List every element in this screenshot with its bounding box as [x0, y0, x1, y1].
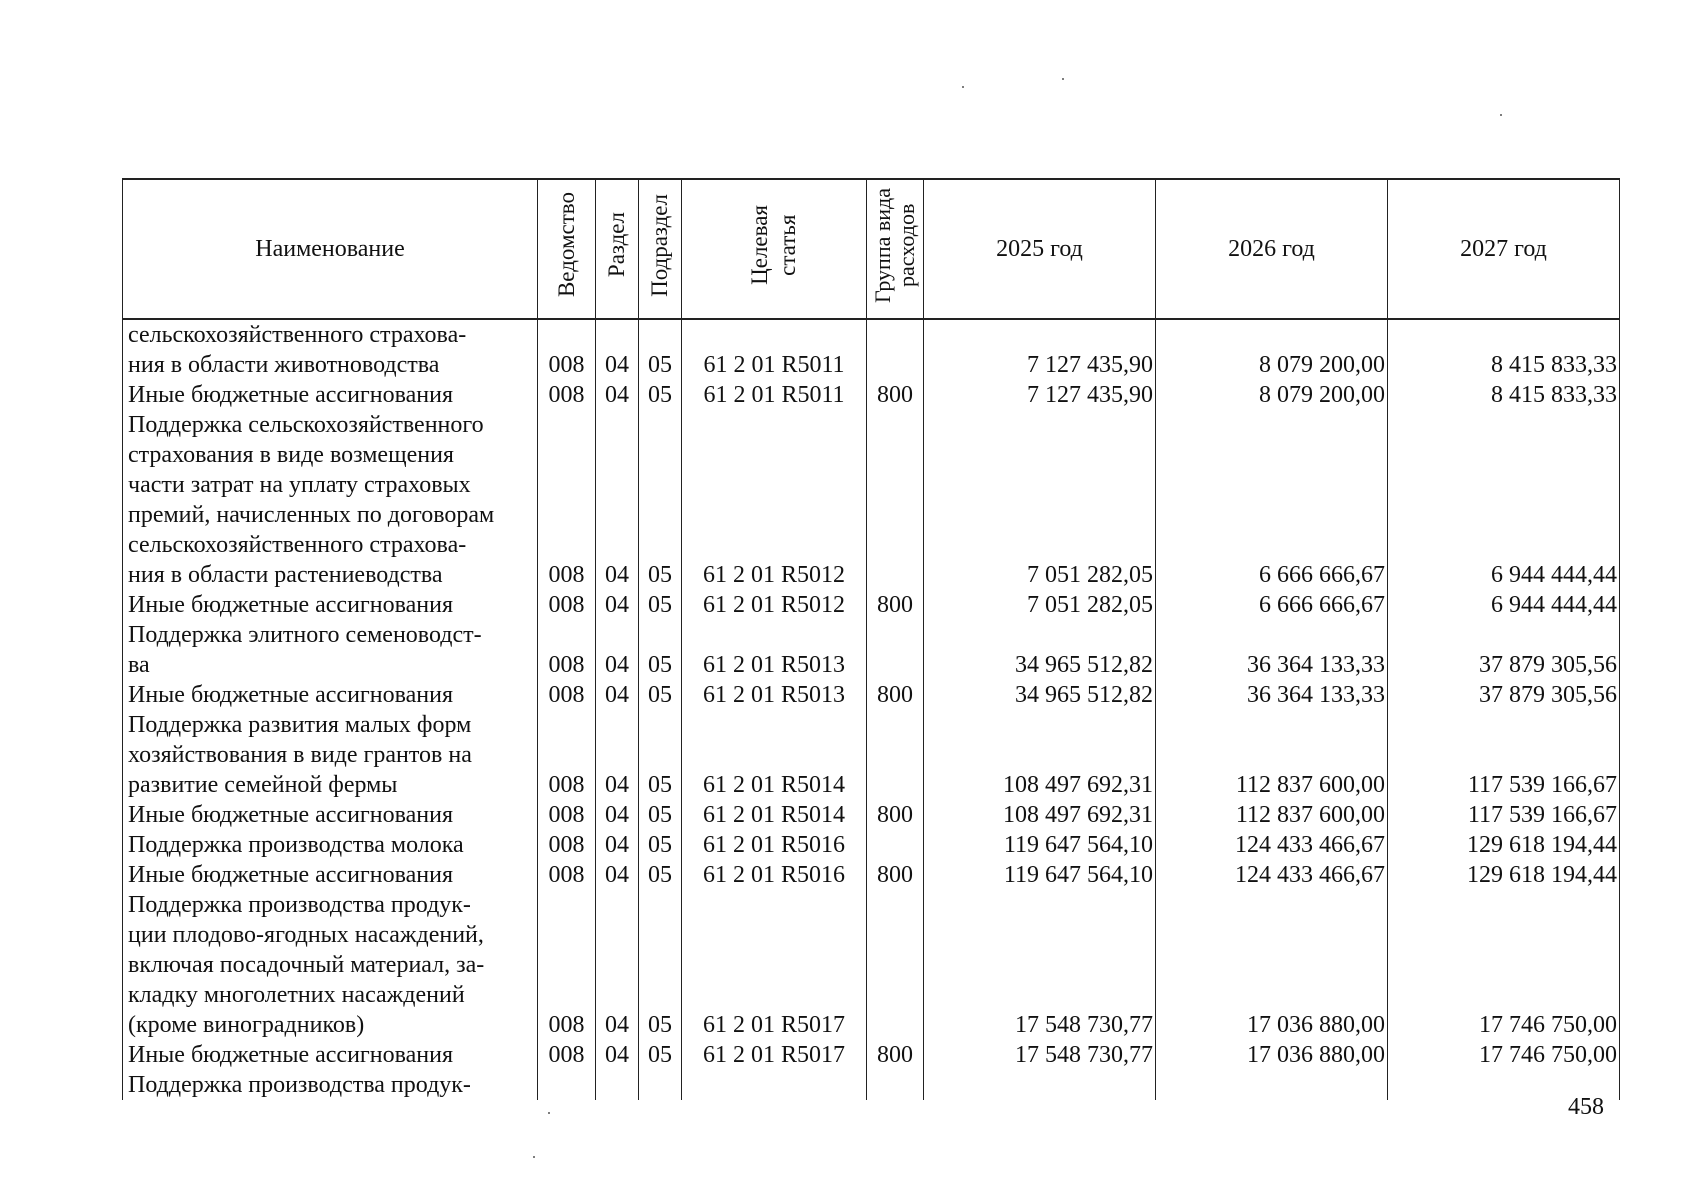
name-line: включая посадочный материал, за-: [128, 952, 485, 978]
cell-gruppa: [867, 620, 924, 680]
cell-2027: 37 879 305,56: [1388, 620, 1620, 680]
cell-2027: 129 618 194,44: [1388, 830, 1620, 860]
cell-2026: 124 433 466,67: [1156, 830, 1388, 860]
table-row: [123, 590, 1620, 620]
cell-podrazdel: 05: [639, 410, 682, 590]
cell-name: [123, 410, 538, 590]
name-line: (кроме виноградников): [128, 1012, 365, 1038]
header-gruppa-vida-rashodov: Группа вида расходов: [867, 179, 924, 319]
cell-gruppa: [867, 319, 924, 380]
cell-2026: 6 666 666,67: [1156, 410, 1388, 590]
cell-celevaya-statya: 61 2 01 R5014: [682, 800, 867, 830]
cell-2025: 17 548 730,77: [924, 1040, 1156, 1070]
cell-razdel: 04: [596, 1040, 639, 1070]
cell-2026: 8 079 200,00: [1156, 319, 1388, 380]
cell-2027: 17 746 750,00: [1388, 890, 1620, 1040]
cell-2026: 36 364 133,33: [1156, 620, 1388, 680]
cell-razdel: 04: [596, 860, 639, 890]
cell-gruppa: [867, 410, 924, 590]
cell-podrazdel: 05: [639, 710, 682, 800]
name-line: Иные бюджетные ассигнования: [128, 592, 453, 618]
name-line: Поддержка развития малых форм: [128, 712, 472, 738]
cell-vedomstvo: 008: [538, 680, 596, 710]
cell-vedomstvo: 008: [538, 620, 596, 680]
cell-2026: 36 364 133,33: [1156, 680, 1388, 710]
cell-2027: 37 879 305,56: [1388, 680, 1620, 710]
table-header-row: [123, 179, 1620, 319]
cell-name: [123, 319, 538, 380]
cell-2025: 17 548 730,77: [924, 890, 1156, 1040]
name-line: Поддержка сельскохозяйственного: [128, 412, 484, 438]
cell-gruppa: 800: [867, 1040, 924, 1070]
cell-podrazdel: [639, 1070, 682, 1100]
cell-celevaya-statya: 61 2 01 R5013: [682, 680, 867, 710]
table-row: [123, 680, 1620, 710]
name-line: Иные бюджетные ассигнования: [128, 382, 453, 408]
cell-podrazdel: 05: [639, 590, 682, 620]
cell-2027: 6 944 444,44: [1388, 590, 1620, 620]
name-line: хозяйствования в виде грантов на: [128, 742, 472, 768]
cell-celevaya-statya: 61 2 01 R5017: [682, 1040, 867, 1070]
cell-name: [123, 860, 538, 890]
cell-2025: [924, 1070, 1156, 1100]
cell-celevaya-statya: 61 2 01 R5014: [682, 710, 867, 800]
name-line: сельскохозяйственного страхова-: [128, 322, 467, 348]
cell-gruppa: [867, 1070, 924, 1100]
scan-speck: [533, 1156, 535, 1158]
table-row: [123, 319, 1620, 380]
cell-name: [123, 800, 538, 830]
cell-name: [123, 1070, 538, 1100]
header-2025: 2025 год: [924, 179, 1156, 319]
cell-celevaya-statya: 61 2 01 R5011: [682, 319, 867, 380]
cell-2027: 117 539 166,67: [1388, 710, 1620, 800]
cell-2027: 8 415 833,33: [1388, 380, 1620, 410]
name-line: ции плодово-ягодных насаждений,: [128, 922, 484, 948]
cell-2025: 34 965 512,82: [924, 680, 1156, 710]
table-row: [123, 890, 1620, 1040]
cell-vedomstvo: 008: [538, 590, 596, 620]
header-podrazdel: Подраздел: [639, 179, 682, 319]
table-row: [123, 1040, 1620, 1070]
table-row: [123, 710, 1620, 800]
cell-2026: 8 079 200,00: [1156, 380, 1388, 410]
table-row: [123, 620, 1620, 680]
cell-vedomstvo: [538, 1070, 596, 1100]
header-2027: 2027 год: [1388, 179, 1620, 319]
cell-2026: 6 666 666,67: [1156, 590, 1388, 620]
table-row: [123, 380, 1620, 410]
cell-podrazdel: 05: [639, 800, 682, 830]
table-row: [123, 1070, 1620, 1100]
name-line: кладку многолетних насаждений: [128, 982, 465, 1008]
cell-vedomstvo: 008: [538, 410, 596, 590]
cell-vedomstvo: 008: [538, 800, 596, 830]
cell-vedomstvo: 008: [538, 710, 596, 800]
cell-vedomstvo: 008: [538, 1040, 596, 1070]
cell-podrazdel: 05: [639, 830, 682, 860]
cell-celevaya-statya: 61 2 01 R5012: [682, 410, 867, 590]
cell-2025: 119 647 564,10: [924, 830, 1156, 860]
scan-speck: [962, 86, 964, 88]
cell-name: [123, 830, 538, 860]
name-line: Поддержка производства продук-: [128, 892, 471, 918]
cell-name: [123, 620, 538, 680]
cell-name: [123, 380, 538, 410]
name-line: Поддержка элитного семеноводст-: [128, 622, 482, 648]
cell-2027: 117 539 166,67: [1388, 800, 1620, 830]
table-body: [123, 319, 1620, 1100]
name-line: страхования в виде возмещения: [128, 442, 454, 468]
header-name: Наименование: [123, 179, 538, 319]
cell-celevaya-statya: 61 2 01 R5012: [682, 590, 867, 620]
cell-name: [123, 590, 538, 620]
cell-celevaya-statya: [682, 1070, 867, 1100]
cell-2025: 34 965 512,82: [924, 620, 1156, 680]
cell-razdel: [596, 1070, 639, 1100]
header-celevaya-statya: Целевая статья: [682, 179, 867, 319]
cell-vedomstvo: 008: [538, 860, 596, 890]
cell-2025: 7 051 282,05: [924, 590, 1156, 620]
name-line: Иные бюджетные ассигнования: [128, 862, 453, 888]
cell-gruppa: 800: [867, 590, 924, 620]
name-line: сельскохозяйственного страхова-: [128, 532, 467, 558]
name-line: ния в области животноводства: [128, 352, 440, 378]
cell-2025: 108 497 692,31: [924, 800, 1156, 830]
cell-razdel: 04: [596, 710, 639, 800]
cell-gruppa: 800: [867, 860, 924, 890]
scan-speck: [1062, 78, 1064, 80]
cell-vedomstvo: 008: [538, 890, 596, 1040]
cell-gruppa: [867, 830, 924, 860]
scan-speck: [1500, 114, 1502, 116]
table-row: [123, 800, 1620, 830]
name-line: Поддержка производства молока: [128, 832, 464, 858]
cell-2026: [1156, 1070, 1388, 1100]
name-line: Иные бюджетные ассигнования: [128, 1042, 453, 1068]
cell-gruppa: 800: [867, 800, 924, 830]
cell-celevaya-statya: 61 2 01 R5016: [682, 830, 867, 860]
cell-2025: 7 051 282,05: [924, 410, 1156, 590]
cell-2026: 124 433 466,67: [1156, 860, 1388, 890]
name-line: Поддержка производства продук-: [128, 1072, 471, 1098]
cell-name: [123, 680, 538, 710]
cell-2027: 129 618 194,44: [1388, 860, 1620, 890]
cell-celevaya-statya: 61 2 01 R5017: [682, 890, 867, 1040]
cell-2026: 112 837 600,00: [1156, 800, 1388, 830]
cell-2026: 17 036 880,00: [1156, 1040, 1388, 1070]
cell-razdel: 04: [596, 380, 639, 410]
cell-name: [123, 890, 538, 1040]
cell-2026: 17 036 880,00: [1156, 890, 1388, 1040]
cell-2027: 6 944 444,44: [1388, 410, 1620, 590]
cell-gruppa: [867, 890, 924, 1040]
cell-razdel: 04: [596, 680, 639, 710]
cell-podrazdel: 05: [639, 890, 682, 1040]
header-2026: 2026 год: [1156, 179, 1388, 319]
cell-name: [123, 710, 538, 800]
cell-gruppa: 800: [867, 680, 924, 710]
name-line: премий, начисленных по договорам: [128, 502, 495, 528]
header-vedomstvo: Ведомство: [538, 179, 596, 319]
header-razdel: Раздел: [596, 179, 639, 319]
cell-razdel: 04: [596, 319, 639, 380]
scan-speck: [548, 1112, 550, 1114]
cell-vedomstvo: 008: [538, 319, 596, 380]
cell-podrazdel: 05: [639, 1040, 682, 1070]
table-row: [123, 860, 1620, 890]
cell-razdel: 04: [596, 800, 639, 830]
cell-2025: 119 647 564,10: [924, 860, 1156, 890]
name-line: ва: [128, 652, 150, 678]
name-line: части затрат на уплату страховых: [128, 472, 471, 498]
cell-razdel: 04: [596, 410, 639, 590]
cell-celevaya-statya: 61 2 01 R5016: [682, 860, 867, 890]
cell-vedomstvo: 008: [538, 830, 596, 860]
cell-celevaya-statya: 61 2 01 R5013: [682, 620, 867, 680]
name-line: ния в области растениеводства: [128, 562, 443, 588]
cell-gruppa: 800: [867, 380, 924, 410]
cell-gruppa: [867, 710, 924, 800]
cell-podrazdel: 05: [639, 319, 682, 380]
cell-razdel: 04: [596, 590, 639, 620]
cell-2025: 7 127 435,90: [924, 319, 1156, 380]
table-row: [123, 830, 1620, 860]
name-line: Иные бюджетные ассигнования: [128, 802, 453, 828]
cell-vedomstvo: 008: [538, 380, 596, 410]
cell-razdel: 04: [596, 620, 639, 680]
cell-2027: 8 415 833,33: [1388, 319, 1620, 380]
table-row: [123, 410, 1620, 590]
page-number: 458: [1568, 1094, 1604, 1120]
cell-2025: 108 497 692,31: [924, 710, 1156, 800]
cell-razdel: 04: [596, 890, 639, 1040]
cell-podrazdel: 05: [639, 860, 682, 890]
name-line: развитие семейной фермы: [128, 772, 398, 798]
cell-2025: 7 127 435,90: [924, 380, 1156, 410]
cell-name: [123, 1040, 538, 1070]
cell-razdel: 04: [596, 830, 639, 860]
cell-2027: 17 746 750,00: [1388, 1040, 1620, 1070]
cell-2026: 112 837 600,00: [1156, 710, 1388, 800]
budget-table: [122, 178, 1620, 1100]
cell-podrazdel: 05: [639, 620, 682, 680]
cell-podrazdel: 05: [639, 380, 682, 410]
cell-celevaya-statya: 61 2 01 R5011: [682, 380, 867, 410]
cell-podrazdel: 05: [639, 680, 682, 710]
name-line: Иные бюджетные ассигнования: [128, 682, 453, 708]
